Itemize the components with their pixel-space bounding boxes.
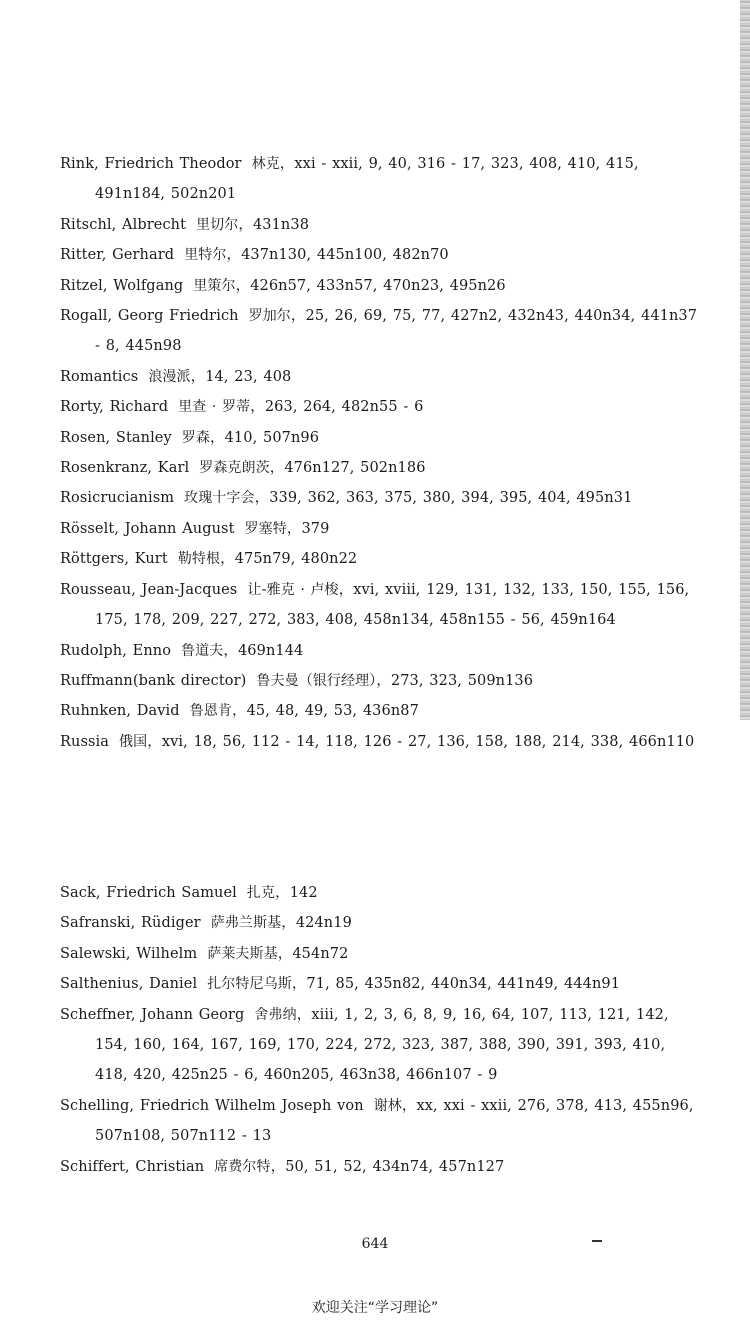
entry-pages: 454n72 <box>292 945 349 962</box>
entry-chinese-name: 罗森 <box>181 429 210 446</box>
entry-pages: 476n127, 502n186 <box>284 460 426 477</box>
entry-chinese-name: 罗加尔 <box>248 308 291 325</box>
entry-pages: 273, 323, 509n136 <box>390 672 534 689</box>
entry-term: Sack, Friedrich Samuel <box>60 885 237 901</box>
entry-term: Ruhnken, David <box>60 703 180 720</box>
index-entry: Ritschl, Albrecht 里切尔，431n38 <box>60 216 310 233</box>
entry-chinese-name: 舍弗纳 <box>254 1006 297 1023</box>
index-entry: Salewski, Wilhelm 萨莱夫斯基，454n72 <box>60 945 349 962</box>
entry-term: Safranski, Rüdiger <box>60 915 201 932</box>
entry-pages: xx, xxi - xxii, 276, 378, 413, 455n96, 507n108, 507n112 - 13 <box>95 1097 694 1145</box>
entry-pages: 50, 51, 52, 434n74, 457n127 <box>285 1158 505 1175</box>
entry-pages: 424n19 <box>295 915 352 932</box>
entry-term: Ruffmann(bank director) <box>60 672 247 689</box>
entry-chinese-name: 席费尔特 <box>214 1158 271 1175</box>
entry-pages: xiii, 1, 2, 3, 6, 8, 9, 16, 64, 107, 113, 121, 142, 154, 160, 164, 167, 169, 170, 224, 272, 323, 387, 388, 390, 391, 393, 410, 418, 420, 425n25 - 6, 460n205, 463n38, 466n107 - 9 <box>95 1006 669 1084</box>
entry-chinese-name: 鲁道夫 <box>181 642 224 659</box>
entry-term: Rink, Friedrich Theodor <box>60 156 242 172</box>
entry-pages: xxi - xxii, 9, 40, 316 - 17, 323, 408, 410, 415, 491n184, 502n201 <box>95 156 639 203</box>
entry-pages: 410, 507n96 <box>224 429 320 446</box>
index-entry: Ritter, Gerhard 里特尔，437n130, 445n100, 482n70 <box>60 247 449 264</box>
entry-term: Schelling, Friedrich Wilhelm Joseph von <box>60 1097 364 1114</box>
index-entry: Rudolph, Enno 鲁道夫，469n144 <box>60 642 304 659</box>
index-entry: Schelling, Friedrich Wilhelm Joseph von 谢林，xx, xxi - xxii, 276, 378, 413, 455n96, 507n108, 507n112 - 13 <box>60 1097 694 1145</box>
entry-chinese-name: 鲁夫曼（银行经理） <box>256 672 377 689</box>
entry-term: Romantics <box>60 368 139 385</box>
entry-chinese-name: 罗森克朗茨 <box>199 460 270 477</box>
entry-chinese-name: 里特尔 <box>184 247 227 264</box>
entry-term: Rosenkranz, Karl <box>60 460 190 477</box>
page-number: 644 <box>361 1236 389 1252</box>
entry-chinese-name: 玫瑰十字会 <box>184 490 255 507</box>
index-entry: Rosicrucianism 玫瑰十字会，339, 362, 363, 375, 380, 394, 395, 404, 495n31 <box>60 490 633 507</box>
entry-pages: 339, 362, 363, 375, 380, 394, 395, 404, 495n31 <box>269 490 633 507</box>
index-entry: Rosen, Stanley 罗森，410, 507n96 <box>60 429 320 446</box>
entry-chinese-name: 罗塞特 <box>244 520 287 537</box>
index-entry: Ruffmann(bank director) 鲁夫曼（银行经理），273, 323, 509n136 <box>60 672 534 689</box>
entry-term: Salthenius, Daniel <box>60 976 198 993</box>
index-entry: Rorty, Richard 里查 · 罗蒂，263, 264, 482n55 - 6 <box>60 399 424 416</box>
index-entry: Schiffert, Christian 席费尔特，50, 51, 52, 434n74, 457n127 <box>60 1158 505 1175</box>
index-entry: Sack, Friedrich Samuel 扎克，142 <box>60 885 318 901</box>
index-entry: Rousseau, Jean-Jacques 让-雅克 · 卢梭，xvi, xviii, 129, 131, 132, 133, 150, 155, 156, 175, 178, 209, 227, 272, 383, 408, 458n134, 458n155 - 56, 459n164 <box>60 581 690 629</box>
margin-dash-mark <box>592 1240 602 1242</box>
index-section-s <box>60 878 700 1182</box>
entry-chinese-name: 勒特根 <box>177 551 221 568</box>
entry-pages: xvi, xviii, 129, 131, 132, 133, 150, 155, 156, 175, 178, 209, 227, 272, 383, 408, 458n134, 458n155 - 56, 459n164 <box>95 581 690 629</box>
entry-chinese-name: 萨弗兰斯基 <box>210 915 282 932</box>
entry-chinese-name: 鲁恩肯 <box>189 703 232 720</box>
entry-term: Rogall, Georg Friedrich <box>60 308 239 325</box>
entry-term: Russia <box>60 733 110 750</box>
entry-term: Rudolph, Enno <box>60 642 172 659</box>
index-entry: Scheffner, Johann Georg 舍弗纳，xiii, 1, 2, 3, 6, 8, 9, 16, 64, 107, 113, 121, 142, 154, 160, 164, 167, 169, 170, 224, 272, 323, 387, 388, 390, 391, 393, 410, 418, 420, 425n25 - 6, 460n205, 463n38, 466n107 - 9 <box>60 1006 669 1084</box>
entry-pages: 437n130, 445n100, 482n70 <box>241 247 449 264</box>
entry-term: Salewski, Wilhelm <box>60 945 198 962</box>
entry-pages: 263, 264, 482n55 - 6 <box>264 399 424 416</box>
entry-chinese-name: 里切尔 <box>196 216 239 233</box>
index-entry: Ruhnken, David 鲁恩肯，45, 48, 49, 53, 436n87 <box>60 703 419 720</box>
entry-pages: 25, 26, 69, 75, 77, 427n2, 432n43, 440n34, 441n37 - 8, 445n98 <box>95 308 698 355</box>
index-entry: Rosenkranz, Karl 罗森克朗茨，476n127, 502n186 <box>60 460 426 477</box>
entry-chinese-name: 扎克 <box>246 885 276 901</box>
entry-term: Schiffert, Christian <box>60 1158 205 1175</box>
entry-term: Rosen, Stanley <box>60 429 172 446</box>
index-entry: Safranski, Rüdiger 萨弗兰斯基，424n19 <box>60 915 352 932</box>
entry-chinese-name: 扎尔特尼乌斯 <box>207 976 292 993</box>
page-edge-scan-artifact <box>740 0 750 720</box>
entry-term: Rosicrucianism <box>60 490 175 507</box>
entry-term: Ritschl, Albrecht <box>60 216 187 233</box>
entry-pages: 14, 23, 408 <box>205 368 292 385</box>
entry-chinese-name: 谢林 <box>373 1097 402 1114</box>
entry-term: Rousseau, Jean-Jacques <box>60 581 238 598</box>
entry-pages: 431n38 <box>252 216 310 233</box>
entry-term: Scheffner, Johann Georg <box>60 1006 245 1023</box>
index-entry: Romantics 浪漫派，14, 23, 408 <box>60 368 292 385</box>
index-entry: Rogall, Georg Friedrich 罗加尔，25, 26, 69, 75, 77, 427n2, 432n43, 440n34, 441n37 - 8, 445n98 <box>60 308 698 355</box>
entry-chinese-name: 里查 · 罗蒂 <box>178 399 251 416</box>
entry-pages: 71, 85, 435n82, 440n34, 441n49, 444n91 <box>306 976 621 993</box>
entry-term: Ritter, Gerhard <box>60 247 175 264</box>
index-entry: Russia 俄国，xvi, 18, 56, 112 - 14, 118, 126 - 27, 136, 158, 188, 214, 338, 466n110 <box>60 733 695 750</box>
entry-chinese-name: 让-雅克 · 卢梭 <box>247 581 339 598</box>
index-entry: Salthenius, Daniel 扎尔特尼乌斯，71, 85, 435n82, 440n34, 441n49, 444n91 <box>60 976 621 993</box>
entry-chinese-name: 里策尔 <box>193 277 236 294</box>
entry-pages: 469n144 <box>237 642 304 659</box>
entry-pages: xvi, 18, 56, 112 - 14, 118, 126 - 27, 136, 158, 188, 214, 338, 466n110 <box>161 733 695 750</box>
index-entry: Ritzel, Wolfgang 里策尔，426n57, 433n57, 470n23, 495n26 <box>60 277 506 294</box>
entry-chinese-name: 浪漫派 <box>148 368 191 385</box>
entry-chinese-name: 萨莱夫斯基 <box>207 945 278 962</box>
entry-chinese-name: 俄国 <box>119 733 148 750</box>
entry-chinese-name: 林克 <box>251 156 280 172</box>
entry-pages: 45, 48, 49, 53, 436n87 <box>246 703 419 720</box>
entry-pages: 379 <box>301 520 330 537</box>
entry-term: Rösselt, Johann August <box>60 520 235 537</box>
entry-pages: 475n79, 480n22 <box>234 551 358 568</box>
index-entry: Röttgers, Kurt 勒特根，475n79, 480n22 <box>60 551 358 568</box>
entry-term: Rorty, Richard <box>60 399 169 416</box>
index-entry: Rink, Friedrich Theodor 林克，xxi - xxii, 9, 40, 316 - 17, 323, 408, 410, 415, 491n184, 502n201 <box>60 156 639 203</box>
footer-note: 欢迎关注“学习理论” <box>311 1300 439 1316</box>
entry-term: Ritzel, Wolfgang <box>60 277 184 294</box>
index-entry: Rösselt, Johann August 罗塞特，379 <box>60 520 330 537</box>
entry-pages: 426n57, 433n57, 470n23, 495n26 <box>250 277 506 294</box>
entry-term: Röttgers, Kurt <box>60 551 168 568</box>
entry-pages: 142 <box>289 885 318 901</box>
index-section-r <box>60 149 700 757</box>
